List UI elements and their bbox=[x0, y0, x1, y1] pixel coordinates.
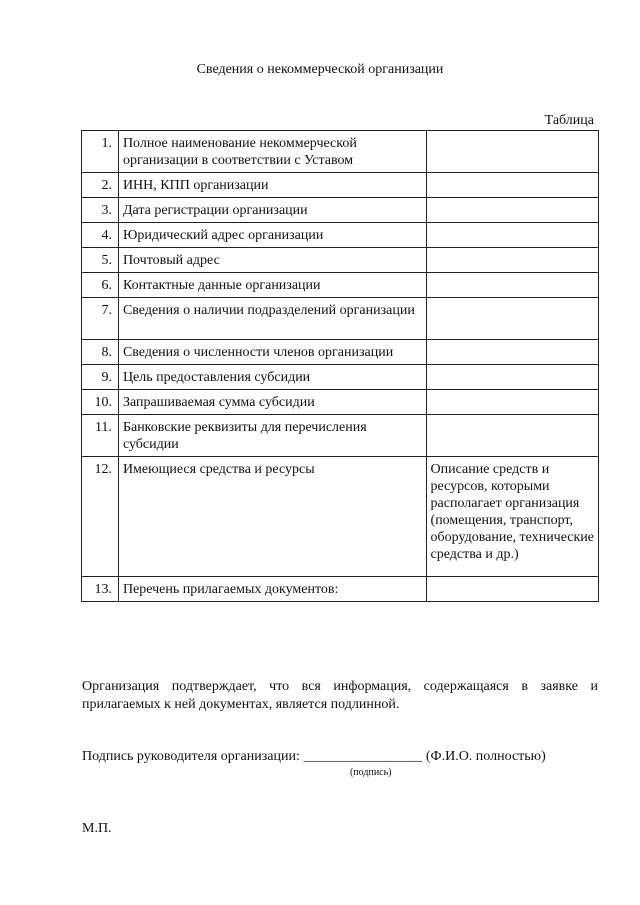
row-value-cell[interactable] bbox=[426, 173, 598, 198]
row-number: 9. bbox=[82, 365, 119, 390]
row-label: Юридический адрес организации bbox=[118, 223, 426, 248]
signature-blank[interactable]: _________________ bbox=[303, 749, 423, 764]
table-row bbox=[82, 577, 599, 602]
row-value-cell[interactable] bbox=[426, 298, 598, 340]
document-title: Сведения о некоммерческой организации bbox=[196, 62, 444, 77]
table-caption: Таблица bbox=[544, 113, 594, 128]
signature-fio-note: (Ф.И.О. полностью) bbox=[425, 749, 546, 764]
row-number: 6. bbox=[82, 273, 119, 298]
row-number: 8. bbox=[82, 340, 119, 365]
table-row bbox=[82, 198, 599, 223]
row-value-cell[interactable] bbox=[426, 223, 598, 248]
row-label: Перечень прилагаемых документов: bbox=[118, 577, 426, 602]
table-row bbox=[82, 415, 599, 457]
row-number: 7. bbox=[82, 298, 119, 340]
table-row bbox=[82, 457, 599, 577]
row-label: Имеющиеся средства и ресурсы bbox=[118, 457, 426, 577]
row-value-cell[interactable] bbox=[426, 248, 598, 273]
table-row bbox=[82, 298, 599, 340]
row-number: 2. bbox=[82, 173, 119, 198]
signature-label: Подпись руководителя организации: bbox=[82, 749, 300, 764]
row-number: 5. bbox=[82, 248, 119, 273]
row-value-cell[interactable] bbox=[426, 390, 598, 415]
row-number: 1. bbox=[82, 131, 119, 173]
row-value-cell[interactable] bbox=[426, 198, 598, 223]
signature-line bbox=[82, 749, 546, 765]
table-row bbox=[82, 390, 599, 415]
row-label: ИНН, КПП организации bbox=[118, 173, 426, 198]
row-label: Дата регистрации организации bbox=[118, 198, 426, 223]
row-label: Почтовый адрес bbox=[118, 248, 426, 273]
table-row bbox=[82, 131, 599, 173]
row-value-cell[interactable] bbox=[426, 131, 598, 173]
row-label: Цель предоставления субсидии bbox=[118, 365, 426, 390]
table-row bbox=[82, 223, 599, 248]
row-number: 3. bbox=[82, 198, 119, 223]
row-number: 12. bbox=[82, 457, 119, 577]
row-value-cell[interactable] bbox=[426, 415, 598, 457]
organization-info-table bbox=[81, 130, 599, 602]
row-number: 13. bbox=[82, 577, 119, 602]
row-label: Сведения о наличии подразделений организации bbox=[118, 298, 426, 340]
row-label: Полное наименование некоммерческой организации в соответствии с Уставом bbox=[118, 131, 426, 173]
table-row bbox=[82, 340, 599, 365]
table-row bbox=[82, 365, 599, 390]
table-row bbox=[82, 248, 599, 273]
row-value-cell[interactable] bbox=[426, 340, 598, 365]
row-label: Банковские реквизиты для перечисления субсидии bbox=[118, 415, 426, 457]
row-value-cell[interactable]: Описание средств и ресурсов, которыми располагает организация (помещения, транспорт, оборудование, технические средства и др.) bbox=[426, 457, 598, 577]
stamp-place: М.П. bbox=[82, 821, 112, 836]
signature-caption: (подпись) bbox=[350, 767, 392, 778]
table-row bbox=[82, 273, 599, 298]
row-value-cell[interactable] bbox=[426, 577, 598, 602]
row-number: 11. bbox=[82, 415, 119, 457]
row-label: Контактные данные организации bbox=[118, 273, 426, 298]
confirmation-paragraph: Организация подтверждает, что вся информация, содержащаяся в заявке и прилагаемых к ней документах, является подлинной. bbox=[82, 679, 598, 712]
row-number: 10. bbox=[82, 390, 119, 415]
row-label: Запрашиваемая сумма субсидии bbox=[118, 390, 426, 415]
row-value-cell[interactable] bbox=[426, 273, 598, 298]
row-number: 4. bbox=[82, 223, 119, 248]
row-label: Сведения о численности членов организации bbox=[118, 340, 426, 365]
table-row bbox=[82, 173, 599, 198]
row-value-cell[interactable] bbox=[426, 365, 598, 390]
